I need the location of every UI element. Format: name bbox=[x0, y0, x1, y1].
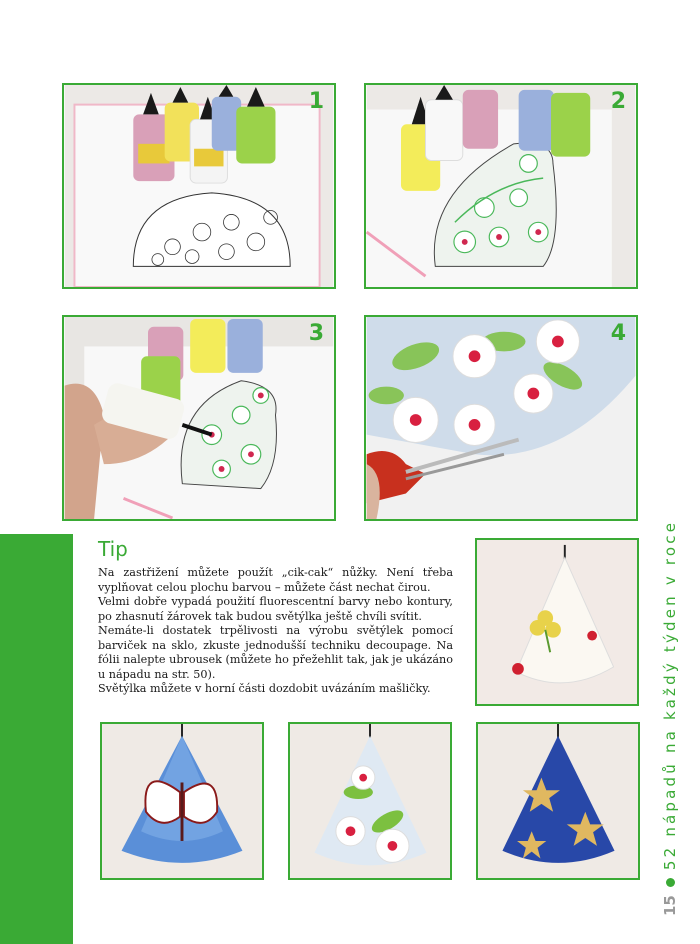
tip-paragraph: Velmi dobře vypadá použití fluorescentní barvy nebo kontury, po zhasnutí žárovek tak budou světýlka ještě chvíli svítit. bbox=[98, 595, 453, 623]
tip-paragraph: Světýlka můžete v horní části dozdobit uvázáním mašličky. bbox=[98, 682, 431, 695]
green-sidebar-block bbox=[0, 534, 73, 944]
step-number: 2 bbox=[610, 89, 626, 114]
step-number: 3 bbox=[308, 321, 324, 346]
tip-body bbox=[98, 566, 453, 697]
step-number: 1 bbox=[308, 89, 324, 114]
step-3-photo bbox=[62, 315, 336, 521]
step-1-illustration bbox=[64, 85, 334, 287]
step-4-photo bbox=[364, 315, 638, 521]
star-lamp-illustration bbox=[478, 724, 638, 878]
book-title-label: 52 nápadů na každý týden v roce bbox=[661, 519, 679, 871]
result-photo-ladybug-lamp bbox=[475, 538, 639, 706]
result-photo-star-lamp bbox=[476, 722, 640, 880]
result-photo-flower-lamp bbox=[288, 722, 452, 880]
tip-paragraph: Nemáte-li dostatek trpělivosti na výrobu světýlek pomocí barviček na sklo, zkuste jednodušší techniku decoupage. Na fólii nalepte ubrousek (můžete ho přežehlit tak, jak je ukázáno u nápadu na str. 50). bbox=[98, 624, 453, 681]
tip-paragraph: Na zastřižení můžete použít „cik-cak“ nůžky. Není třeba vyplňovat celou plochu barvou – můžete část nechat čirou. bbox=[98, 566, 453, 594]
step-3-illustration bbox=[64, 317, 334, 519]
bullet-dot-icon bbox=[666, 878, 675, 887]
tip-title: Tip bbox=[98, 537, 128, 561]
step-number: 4 bbox=[610, 321, 626, 346]
step-4-illustration bbox=[366, 317, 636, 519]
step-2-photo bbox=[364, 83, 638, 289]
side-running-header bbox=[655, 516, 685, 916]
butterfly-lamp-illustration bbox=[102, 724, 262, 878]
step-1-photo bbox=[62, 83, 336, 289]
result-photo-butterfly-lamp bbox=[100, 722, 264, 880]
ladybug-lamp-illustration bbox=[477, 540, 637, 704]
step-2-illustration bbox=[366, 85, 636, 287]
flower-lamp-illustration bbox=[290, 724, 450, 878]
page-number: 15 bbox=[661, 895, 679, 916]
